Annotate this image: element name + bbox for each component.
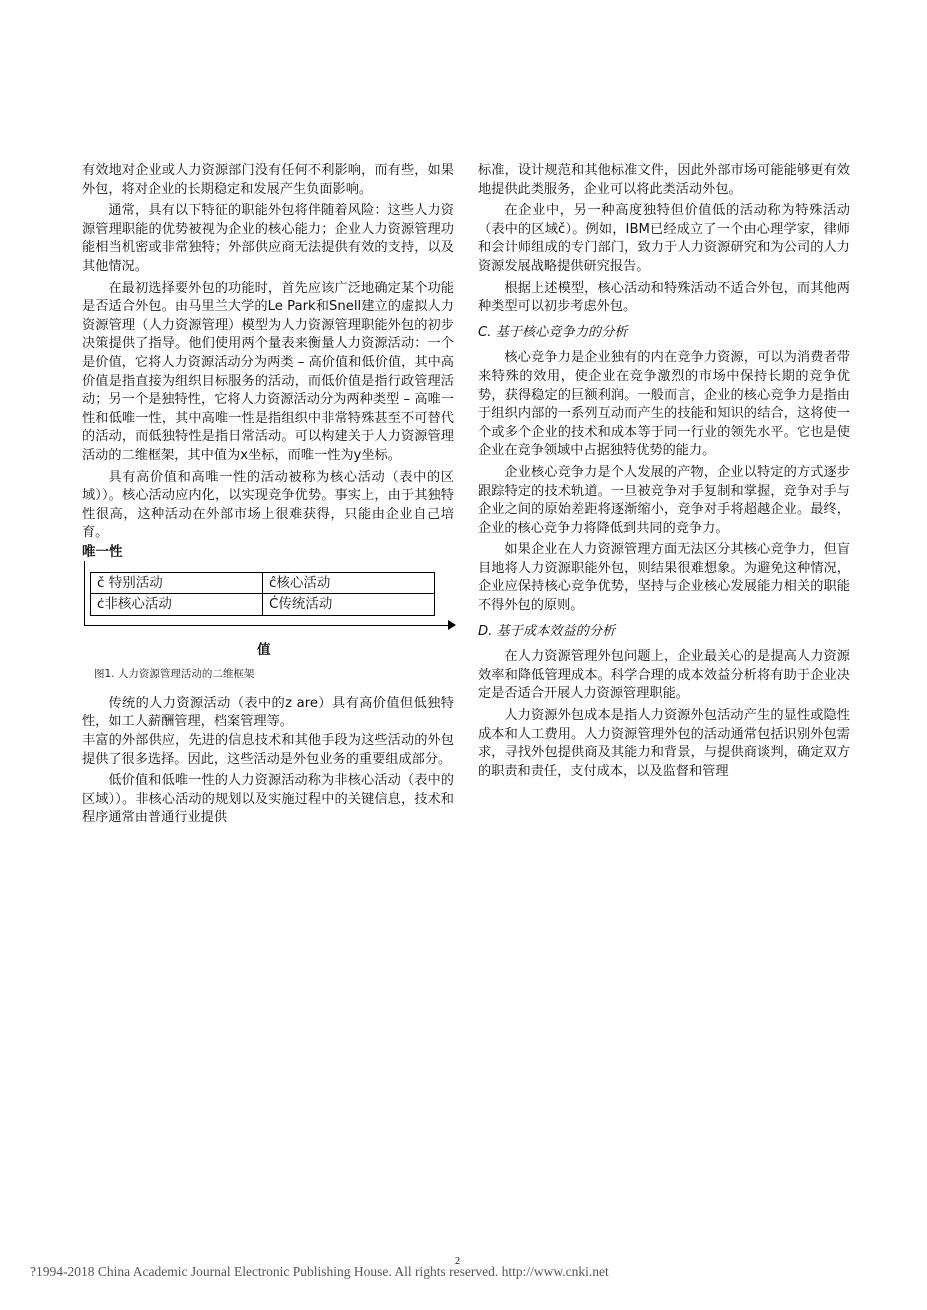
paragraph: 有效地对企业或人力资源部门没有任何不利影响，而有些，如果外包，将对企业的长期稳定和发展产生负面影响。 — [82, 163, 454, 197]
quadrant-core-activities: ĉ核心活动 — [263, 573, 435, 594]
figure-caption: 图1. 人力资源管理活动的二维框架 — [94, 667, 255, 680]
paragraph: 核心竞争力是企业独有的内在竞争力资源，可以为消费者带来特殊的效用，使企业在竞争激烈的市场中保持长期的竞争优势，获得稳定的巨额利润。一般而言，企业的核心竞争力是指由于组织内部的一系列互动而产生的技能和知识的结合，这将使一个或多个企业的技术和成本等于同一行业的领先水平。它也是使企业在竞争领域中占据独特优势的能力。 — [478, 350, 850, 459]
figure-quadrant-grid — [90, 572, 435, 616]
paragraph: 在最初选择要外包的功能时，首先应该广泛地确定某个功能是否适合外包。由马里兰大学的Le Park和Snell建立的虚拟人力资源管理（人力资源管理）模型为人力资源管理职能外包的初步决策提供了指导。他们使用两个量表来衡量人力资源活动：一个是价值，它将人力资源活动分为两类 – 高价值和低价值，其中高价值是指直接为组织目标服务的活动，而低价值是指行政管理活动；另一个是独特性，它将人力资源活动分为两种类型 – 高唯一性和低唯一性，其中高唯一性是指组织中非常特殊甚至不可替代的活动，而低独特性是指日常活动。可以构建关于人力资源管理活动的二维框架，其中值为x坐标，而唯一性为y坐标。 — [82, 280, 454, 463]
paragraph: 低价值和低唯一性的人力资源活动称为非核心活动（表中的区域））。非核心活动的规划以及实施过程中的关键信息，技术和程序通常由普通行业提供 — [82, 773, 454, 826]
paragraph: 传统的人力资源活动（表中的z are）具有高价值但低独特性，如工人薪酬管理，档案管理等。 — [82, 695, 454, 730]
paragraph: 具有高价值和高唯一性的活动被称为核心活动（表中的区域））。核心活动应内化，以实现竞争优势。事实上，由于其独特性很高，这种活动在外部市场上很难获得，只能由企业自己培育。 — [82, 469, 454, 541]
copyright-footer: ?1994-2018 China Academic Journal Electronic Publishing House. All rights reserved. http://www.cnki.net — [30, 1264, 609, 1279]
page-number: 2 — [455, 1256, 460, 1267]
paragraph: 根据上述模型，核心活动和特殊活动不适合外包，而其他两种类型可以初步考虑外包。 — [478, 280, 850, 315]
paragraph: 企业核心竞争力是个人发展的产物，企业以特定的方式逐步跟踪特定的技术轨道。一旦被竞争对手复制和掌握，竞争对手与企业之间的原始差距将逐渐缩小，竞争对手将超越企业。最终，企业的核心竞争力将降低到共同的竞争力。 — [478, 464, 850, 536]
quadrant-non-core-activities: ċ非核心活动 — [91, 594, 263, 615]
quadrant-special-activities: č 特别活动 — [91, 573, 263, 594]
figure-two-dimensional-framework — [82, 543, 454, 683]
paragraph: 丰富的外部供应，先进的信息技术和其他手段为这些活动的外包提供了很多选择。因此，这些活动是外包业务的重要组成部分。 — [82, 733, 454, 767]
figure-x-axis-arrow-icon — [448, 620, 456, 630]
section-heading-c: C. 基于核心竞争力的分析 — [478, 324, 628, 340]
section-heading-d: D. 基于成本效益的分析 — [478, 623, 616, 639]
paragraph: 标准，设计规范和其他标准文件，因此外部市场可能能够更有效地提供此类服务，企业可以将此类活动外包。 — [478, 163, 850, 197]
figure-x-axis-line — [84, 625, 452, 626]
paragraph: 如果企业在人力资源管理方面无法区分其核心竞争力，但盲目地将人力资源职能外包，则结果很难想象。为避免这种情况，企业应保持核心竞争优势，坚持与企业核心发展能力相关的职能不得外包的原则。 — [478, 542, 850, 614]
right-column — [478, 162, 850, 781]
paragraph: 人力资源外包成本是指人力资源外包活动产生的显性或隐性成本和人工费用。人力资源管理外包的活动通常包括识别外包需求，寻找外包提供商及其能力和背景，与提供商谈判，确定双方的职责和责任，支付成本，以及监督和管理 — [478, 708, 850, 779]
figure-y-axis-label: 唯一性 — [82, 543, 123, 560]
paragraph: 在企业中，另一种高度独特但价值低的活动称为特殊活动（表中的区域č）。例如，IBM已经成立了一个由心理学家，律师和会计师组成的专门部门，致力于人力资源研究和为公司的人力资源发展战略提供研究报告。 — [478, 203, 850, 274]
paragraph: 通常，具有以下特征的职能外包将伴随着风险：这些人力资源管理职能的优势被视为企业的核心能力；企业人力资源管理功能相当机密或非常独特；外部供应商无法提供有效的支持，以及其他情况。 — [82, 203, 454, 274]
figure-y-axis-line — [84, 561, 85, 625]
quadrant-traditional-activities: Ċ传统活动 — [269, 595, 333, 612]
left-column — [82, 162, 454, 828]
paragraph: 在人力资源管理外包问题上，企业最关心的是提高人力资源效率和降低管理成本。科学合理的成本效益分析将有助于企业决定是否适合开展人力资源管理职能。 — [478, 649, 850, 702]
figure-x-axis-label: 值 — [257, 641, 271, 658]
